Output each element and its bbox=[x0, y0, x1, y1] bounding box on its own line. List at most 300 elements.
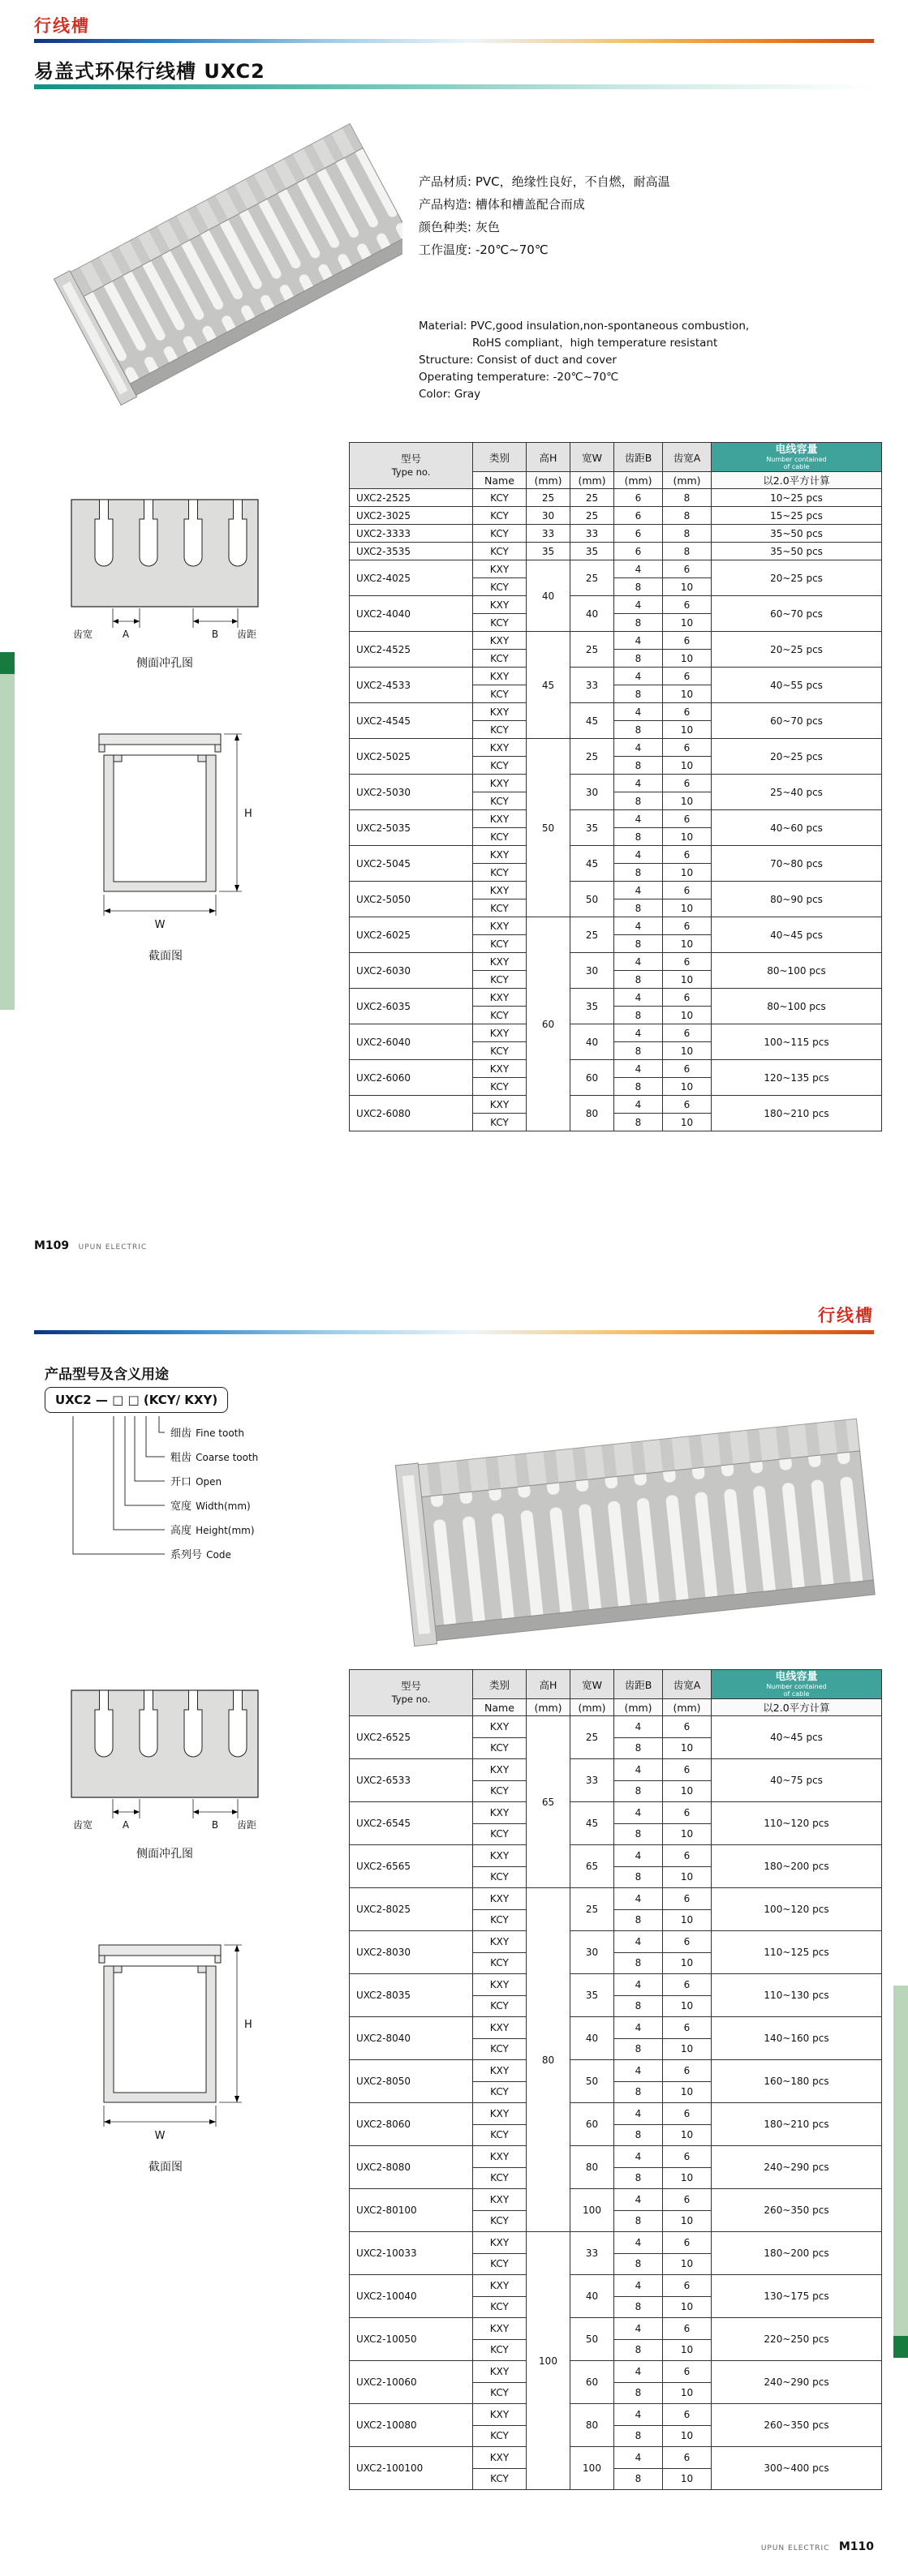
cell-tooth-width: 10 bbox=[663, 578, 712, 596]
model-code-label-cn: 粗齿 bbox=[170, 1452, 192, 1464]
svg-text:B: B bbox=[211, 629, 219, 640]
cell-pitch: 4 bbox=[614, 703, 663, 721]
header-gradient-rule bbox=[34, 39, 874, 43]
cell-tooth-width: 10 bbox=[663, 2081, 712, 2103]
cell-width: 35 bbox=[570, 989, 614, 1024]
cell-width: 40 bbox=[570, 2275, 614, 2318]
cell-capacity: 60~70 pcs bbox=[712, 703, 882, 739]
table-row bbox=[350, 2060, 882, 2082]
cell-name: KCY bbox=[473, 2296, 527, 2318]
cell-pitch: 4 bbox=[614, 1759, 663, 1781]
cell-type: UXC2-10050 bbox=[350, 2318, 473, 2361]
cell-name: KCY bbox=[473, 1078, 527, 1096]
cell-capacity: 80~100 pcs bbox=[712, 953, 882, 989]
cell-tooth-width: 10 bbox=[663, 899, 712, 917]
cell-width: 50 bbox=[570, 2318, 614, 2361]
cell-type: UXC2-6060 bbox=[350, 1060, 473, 1096]
cell-capacity: 40~75 pcs bbox=[712, 1759, 882, 1802]
cell-tooth-width: 10 bbox=[663, 650, 712, 668]
cell-capacity: 80~100 pcs bbox=[712, 989, 882, 1024]
header-height: 高H bbox=[527, 1670, 570, 1699]
table-row bbox=[350, 2146, 882, 2168]
table-row bbox=[350, 739, 882, 757]
section-diagram-svg bbox=[75, 718, 269, 973]
cell-height: 80 bbox=[527, 1888, 570, 2232]
cell-tooth-width: 6 bbox=[663, 846, 712, 864]
cell-tooth-width: 10 bbox=[663, 685, 712, 703]
cell-width: 25 bbox=[570, 917, 614, 953]
cell-pitch: 8 bbox=[614, 899, 663, 917]
product-specs-en bbox=[419, 318, 878, 403]
cell-type: UXC2-3535 bbox=[350, 543, 473, 560]
cell-tooth-width: 6 bbox=[663, 703, 712, 721]
header-mm: (mm) bbox=[663, 472, 712, 489]
cell-type: UXC2-8030 bbox=[350, 1931, 473, 1974]
spec-line: RoHS compliant，high temperature resistant bbox=[472, 337, 718, 350]
cell-pitch: 8 bbox=[614, 2468, 663, 2490]
cell-name: KCY bbox=[473, 1952, 527, 1974]
duct-photo-svg bbox=[54, 105, 402, 418]
cell-width: 80 bbox=[570, 2404, 614, 2447]
page-header-label: 行线槽 bbox=[818, 1306, 874, 1325]
table-row bbox=[350, 846, 882, 864]
cell-tooth-width: 6 bbox=[663, 1759, 712, 1781]
table-row bbox=[350, 2189, 882, 2211]
cell-capacity: 180~210 pcs bbox=[712, 1096, 882, 1131]
cell-tooth-width: 10 bbox=[663, 2038, 712, 2060]
cell-capacity: 140~160 pcs bbox=[712, 2017, 882, 2060]
cell-tooth-width: 10 bbox=[663, 792, 712, 810]
model-code-label-en: Width(mm) bbox=[196, 1501, 251, 1512]
cell-width: 30 bbox=[570, 775, 614, 810]
table-row bbox=[350, 507, 882, 525]
header-type: 型号 Type no. bbox=[350, 1670, 473, 1716]
cell-name: KXY bbox=[473, 775, 527, 792]
cell-pitch: 4 bbox=[614, 2189, 663, 2211]
cell-name: KXY bbox=[473, 2361, 527, 2383]
cell-tooth-width: 6 bbox=[663, 2447, 712, 2469]
cell-tooth-width: 10 bbox=[663, 935, 712, 953]
cell-type: UXC2-4545 bbox=[350, 703, 473, 739]
cell-name: KXY bbox=[473, 810, 527, 828]
model-code-label-en: Code bbox=[206, 1549, 231, 1561]
punch-diagram-svg bbox=[63, 485, 274, 684]
cell-tooth-width: 10 bbox=[663, 1078, 712, 1096]
cell-name: KCY bbox=[473, 543, 527, 560]
header-mm: (mm) bbox=[663, 1699, 712, 1716]
cell-type: UXC2-6533 bbox=[350, 1759, 473, 1802]
model-code-label bbox=[170, 1493, 258, 1518]
cell-pitch: 4 bbox=[614, 1931, 663, 1953]
cell-name: KXY bbox=[473, 1096, 527, 1114]
cell-tooth-width: 10 bbox=[663, 1737, 712, 1759]
cell-pitch: 4 bbox=[614, 560, 663, 578]
table-row bbox=[350, 489, 882, 507]
cell-capacity: 220~250 pcs bbox=[712, 2318, 882, 2361]
cell-tooth-width: 10 bbox=[663, 2253, 712, 2275]
svg-text:A: A bbox=[122, 629, 130, 640]
header-name: 类别 bbox=[473, 443, 527, 472]
svg-text:A: A bbox=[122, 1819, 130, 1831]
cell-type: UXC2-6040 bbox=[350, 1024, 473, 1060]
cell-width: 33 bbox=[570, 525, 614, 543]
cell-width: 50 bbox=[570, 2060, 614, 2103]
cell-name: KCY bbox=[473, 2038, 527, 2060]
cell-tooth-width: 8 bbox=[663, 525, 712, 543]
cell-name: KCY bbox=[473, 2339, 527, 2361]
cell-pitch: 8 bbox=[614, 2038, 663, 2060]
title-teal-rule bbox=[34, 84, 874, 89]
model-code-label bbox=[170, 1518, 258, 1542]
cell-pitch: 4 bbox=[614, 2361, 663, 2383]
cell-name: KCY bbox=[473, 489, 527, 507]
cell-tooth-width: 10 bbox=[663, 2468, 712, 2490]
cell-tooth-width: 8 bbox=[663, 489, 712, 507]
cell-pitch: 4 bbox=[614, 2275, 663, 2297]
model-code-label-cn: 开口 bbox=[170, 1476, 192, 1488]
spec-line: Structure: Consist of duct and cover bbox=[419, 354, 617, 367]
cell-pitch: 4 bbox=[614, 989, 663, 1007]
cell-capacity: 180~210 pcs bbox=[712, 2103, 882, 2146]
cell-tooth-width: 6 bbox=[663, 596, 712, 614]
svg-text:侧面冲孔图: 侧面冲孔图 bbox=[136, 1848, 193, 1861]
cell-name: KCY bbox=[473, 2081, 527, 2103]
cell-width: 65 bbox=[570, 1845, 614, 1888]
cell-capacity: 180~200 pcs bbox=[712, 2232, 882, 2275]
cell-tooth-width: 6 bbox=[663, 953, 712, 971]
edge-tab-dark bbox=[893, 2336, 908, 2358]
spec-line: 颜色种类: 灰色 bbox=[419, 220, 500, 234]
cell-name: KXY bbox=[473, 2275, 527, 2297]
cell-tooth-width: 10 bbox=[663, 1995, 712, 2017]
cell-pitch: 8 bbox=[614, 2425, 663, 2447]
cross-section-diagram bbox=[75, 1929, 269, 2187]
model-code-label-en: Fine tooth bbox=[196, 1428, 244, 1439]
svg-text:齿宽: 齿宽 bbox=[73, 1819, 93, 1831]
table-row bbox=[350, 1931, 882, 1953]
cell-pitch: 4 bbox=[614, 1024, 663, 1042]
edge-tab-light bbox=[0, 674, 15, 1010]
cell-tooth-width: 10 bbox=[663, 757, 712, 775]
cell-tooth-width: 6 bbox=[663, 632, 712, 650]
cell-name: KXY bbox=[473, 2404, 527, 2426]
cell-width: 33 bbox=[570, 2232, 614, 2275]
cell-pitch: 6 bbox=[614, 543, 663, 560]
header-capacity: 电线容量 Number contained of cable bbox=[712, 1670, 882, 1699]
cell-pitch: 8 bbox=[614, 1780, 663, 1802]
cell-pitch: 4 bbox=[614, 810, 663, 828]
cell-width: 60 bbox=[570, 2361, 614, 2404]
cell-width: 35 bbox=[570, 810, 614, 846]
cell-width: 40 bbox=[570, 1024, 614, 1060]
cell-pitch: 8 bbox=[614, 828, 663, 846]
cell-tooth-width: 10 bbox=[663, 1866, 712, 1888]
cell-name: KCY bbox=[473, 507, 527, 525]
cell-name: KXY bbox=[473, 953, 527, 971]
cell-name: KXY bbox=[473, 2232, 527, 2254]
table-row bbox=[350, 1888, 882, 1910]
cell-type: UXC2-5025 bbox=[350, 739, 473, 775]
table-row bbox=[350, 882, 882, 899]
cell-tooth-width: 6 bbox=[663, 2017, 712, 2039]
cell-width: 45 bbox=[570, 1802, 614, 1845]
section-title: 产品型号及含义用途 bbox=[45, 1367, 169, 1383]
cell-tooth-width: 6 bbox=[663, 2232, 712, 2254]
cell-pitch: 8 bbox=[614, 721, 663, 739]
cell-pitch: 4 bbox=[614, 882, 663, 899]
cell-type: UXC2-3333 bbox=[350, 525, 473, 543]
cell-width: 25 bbox=[570, 1888, 614, 1931]
cell-tooth-width: 10 bbox=[663, 1114, 712, 1131]
cell-type: UXC2-80100 bbox=[350, 2189, 473, 2232]
cell-tooth-width: 10 bbox=[663, 2296, 712, 2318]
header-name-en: Name bbox=[473, 1699, 527, 1716]
cell-tooth-width: 10 bbox=[663, 828, 712, 846]
cell-name: KCY bbox=[473, 2382, 527, 2404]
cell-tooth-width: 6 bbox=[663, 1024, 712, 1042]
model-code-label-en: Coarse tooth bbox=[196, 1452, 259, 1463]
cell-type: UXC2-6080 bbox=[350, 1096, 473, 1131]
table-row bbox=[350, 2318, 882, 2340]
cell-tooth-width: 10 bbox=[663, 1909, 712, 1931]
cell-type: UXC2-100100 bbox=[350, 2447, 473, 2490]
model-code-label bbox=[170, 1445, 258, 1469]
cell-name: KXY bbox=[473, 846, 527, 864]
cell-pitch: 8 bbox=[614, 971, 663, 989]
cell-width: 45 bbox=[570, 846, 614, 882]
cell-pitch: 8 bbox=[614, 1114, 663, 1131]
svg-text:截面图: 截面图 bbox=[148, 950, 183, 963]
cell-height: 40 bbox=[527, 560, 570, 632]
edge-tab-light bbox=[893, 1986, 908, 2336]
cell-pitch: 4 bbox=[614, 2318, 663, 2340]
cell-capacity: 20~25 pcs bbox=[712, 739, 882, 775]
cell-type: UXC2-8040 bbox=[350, 2017, 473, 2060]
cell-name: KXY bbox=[473, 1060, 527, 1078]
cell-width: 100 bbox=[570, 2189, 614, 2232]
cell-capacity: 120~135 pcs bbox=[712, 1060, 882, 1096]
model-code-label-en: Open bbox=[196, 1476, 222, 1488]
cell-capacity: 110~130 pcs bbox=[712, 1974, 882, 2017]
cell-pitch: 8 bbox=[614, 792, 663, 810]
cell-tooth-width: 10 bbox=[663, 2167, 712, 2189]
cell-type: UXC2-4040 bbox=[350, 596, 473, 632]
cell-capacity: 35~50 pcs bbox=[712, 525, 882, 543]
table-row bbox=[350, 668, 882, 685]
cell-name: KXY bbox=[473, 2318, 527, 2340]
table-row bbox=[350, 1845, 882, 1867]
cell-type: UXC2-6025 bbox=[350, 917, 473, 953]
cell-tooth-width: 10 bbox=[663, 1952, 712, 1974]
svg-text:齿距: 齿距 bbox=[237, 629, 257, 640]
cell-tooth-width: 6 bbox=[663, 1096, 712, 1114]
table-row bbox=[350, 560, 882, 578]
cell-name: KXY bbox=[473, 1888, 527, 1910]
cell-tooth-width: 6 bbox=[663, 1060, 712, 1078]
cell-name: KCY bbox=[473, 1909, 527, 1931]
cell-capacity: 40~45 pcs bbox=[712, 917, 882, 953]
footer-page-number: M110 bbox=[838, 2540, 874, 2553]
product-photo-duct bbox=[367, 1363, 878, 1671]
table-row bbox=[350, 1096, 882, 1114]
cell-capacity: 25~40 pcs bbox=[712, 775, 882, 810]
page-header-label: 行线槽 bbox=[34, 16, 90, 36]
cell-pitch: 8 bbox=[614, 685, 663, 703]
cell-pitch: 8 bbox=[614, 757, 663, 775]
spec-line: 工作温度: -20℃~70℃ bbox=[419, 243, 549, 257]
table-row bbox=[350, 1716, 882, 1738]
cell-width: 35 bbox=[570, 1974, 614, 2017]
svg-text:H: H bbox=[244, 2019, 252, 2031]
cell-type: UXC2-8025 bbox=[350, 1888, 473, 1931]
page-footer bbox=[34, 1239, 147, 1252]
cell-name: KCY bbox=[473, 1995, 527, 2017]
cell-type: UXC2-5050 bbox=[350, 882, 473, 917]
cell-type: UXC2-8080 bbox=[350, 2146, 473, 2189]
svg-text:W: W bbox=[154, 919, 166, 931]
header-mm: (mm) bbox=[527, 472, 570, 489]
cell-height: 100 bbox=[527, 2232, 570, 2490]
cell-pitch: 8 bbox=[614, 614, 663, 632]
page-m110 bbox=[0, 1288, 908, 2576]
model-code-label-cn: 细齿 bbox=[170, 1428, 192, 1440]
cell-pitch: 4 bbox=[614, 917, 663, 935]
cell-name: KCY bbox=[473, 2210, 527, 2232]
cell-width: 80 bbox=[570, 2146, 614, 2189]
page-footer bbox=[761, 2540, 874, 2553]
cell-type: UXC2-10060 bbox=[350, 2361, 473, 2404]
cell-type: UXC2-4525 bbox=[350, 632, 473, 668]
header-width: 宽W bbox=[570, 1670, 614, 1699]
cell-pitch: 4 bbox=[614, 2103, 663, 2125]
punch-diagram-svg bbox=[63, 1676, 274, 1874]
cell-capacity: 40~60 pcs bbox=[712, 810, 882, 846]
cell-tooth-width: 10 bbox=[663, 2210, 712, 2232]
cell-pitch: 8 bbox=[614, 2124, 663, 2146]
cell-capacity: 80~90 pcs bbox=[712, 882, 882, 917]
cell-pitch: 4 bbox=[614, 953, 663, 971]
header-row bbox=[350, 443, 882, 472]
cell-name: KCY bbox=[473, 2167, 527, 2189]
cell-pitch: 8 bbox=[614, 1823, 663, 1845]
cell-name: KCY bbox=[473, 864, 527, 882]
table-row bbox=[350, 2017, 882, 2039]
cell-type: UXC2-10080 bbox=[350, 2404, 473, 2447]
cell-width: 25 bbox=[570, 489, 614, 507]
cell-name: KCY bbox=[473, 2124, 527, 2146]
cell-tooth-width: 6 bbox=[663, 1931, 712, 1953]
cell-pitch: 8 bbox=[614, 650, 663, 668]
cell-tooth-width: 6 bbox=[663, 668, 712, 685]
cell-type: UXC2-5045 bbox=[350, 846, 473, 882]
model-code-label-cn: 系列号 bbox=[170, 1549, 203, 1561]
cell-pitch: 4 bbox=[614, 1096, 663, 1114]
cell-pitch: 8 bbox=[614, 864, 663, 882]
table-row bbox=[350, 2232, 882, 2254]
cell-capacity: 240~290 pcs bbox=[712, 2361, 882, 2404]
cell-pitch: 8 bbox=[614, 2296, 663, 2318]
cell-capacity: 20~25 pcs bbox=[712, 632, 882, 668]
svg-text:齿距: 齿距 bbox=[237, 1819, 257, 1831]
cell-height: 35 bbox=[527, 543, 570, 560]
cell-pitch: 4 bbox=[614, 668, 663, 685]
cell-pitch: 8 bbox=[614, 1737, 663, 1759]
cell-name: KXY bbox=[473, 703, 527, 721]
cell-pitch: 8 bbox=[614, 1078, 663, 1096]
cell-width: 60 bbox=[570, 2103, 614, 2146]
cell-tooth-width: 10 bbox=[663, 1780, 712, 1802]
edge-tab-dark bbox=[0, 652, 15, 674]
cell-name: KXY bbox=[473, 1716, 527, 1738]
cell-capacity: 60~70 pcs bbox=[712, 596, 882, 632]
table-row bbox=[350, 953, 882, 971]
header-gradient-rule bbox=[34, 1330, 874, 1334]
cell-pitch: 8 bbox=[614, 2253, 663, 2275]
cell-width: 100 bbox=[570, 2447, 614, 2490]
cell-type: UXC2-4533 bbox=[350, 668, 473, 703]
table-row bbox=[350, 2275, 882, 2297]
cell-pitch: 8 bbox=[614, 1007, 663, 1024]
table-row bbox=[350, 543, 882, 560]
cell-capacity: 35~50 pcs bbox=[712, 543, 882, 560]
svg-text:侧面冲孔图: 侧面冲孔图 bbox=[136, 657, 193, 670]
cell-tooth-width: 6 bbox=[663, 917, 712, 935]
cell-name: KCY bbox=[473, 1007, 527, 1024]
cell-type: UXC2-6525 bbox=[350, 1716, 473, 1759]
model-code-label-cn: 高度 bbox=[170, 1525, 192, 1537]
cell-name: KXY bbox=[473, 2189, 527, 2211]
cell-name: KCY bbox=[473, 971, 527, 989]
svg-text:齿宽: 齿宽 bbox=[73, 629, 93, 640]
cell-name: KXY bbox=[473, 1024, 527, 1042]
cell-type: UXC2-8035 bbox=[350, 1974, 473, 2017]
cell-width: 80 bbox=[570, 1096, 614, 1131]
cell-width: 40 bbox=[570, 596, 614, 632]
cell-name: KXY bbox=[473, 1802, 527, 1824]
table-row bbox=[350, 632, 882, 650]
cell-pitch: 8 bbox=[614, 2210, 663, 2232]
cell-tooth-width: 6 bbox=[663, 560, 712, 578]
cell-pitch: 8 bbox=[614, 1995, 663, 2017]
cell-height: 33 bbox=[527, 525, 570, 543]
cell-width: 25 bbox=[570, 1716, 614, 1759]
cell-height: 50 bbox=[527, 739, 570, 917]
cell-tooth-width: 6 bbox=[663, 2103, 712, 2125]
cell-width: 30 bbox=[570, 1931, 614, 1974]
table-row bbox=[350, 2447, 882, 2469]
cell-pitch: 4 bbox=[614, 739, 663, 757]
cell-tooth-width: 6 bbox=[663, 2060, 712, 2082]
cell-name: KXY bbox=[473, 2146, 527, 2168]
page-title: 易盖式环保行线槽 UXC2 bbox=[34, 60, 265, 83]
cell-width: 60 bbox=[570, 1060, 614, 1096]
cell-name: KCY bbox=[473, 1737, 527, 1759]
cell-width: 50 bbox=[570, 882, 614, 917]
cell-capacity: 15~25 pcs bbox=[712, 507, 882, 525]
cell-capacity: 100~120 pcs bbox=[712, 1888, 882, 1931]
cell-tooth-width: 6 bbox=[663, 1802, 712, 1824]
cell-pitch: 4 bbox=[614, 1845, 663, 1867]
header-mm: (mm) bbox=[614, 472, 663, 489]
cell-name: KXY bbox=[473, 2103, 527, 2125]
spec-line: Operating temperature: -20℃~70℃ bbox=[419, 371, 619, 384]
model-code-label-cn: 宽度 bbox=[170, 1501, 192, 1513]
cell-pitch: 4 bbox=[614, 1802, 663, 1824]
header-mm: (mm) bbox=[527, 1699, 570, 1716]
header-name: 类别 bbox=[473, 1670, 527, 1699]
product-specs-cn bbox=[419, 170, 878, 261]
footer-page-number: M109 bbox=[34, 1239, 70, 1252]
